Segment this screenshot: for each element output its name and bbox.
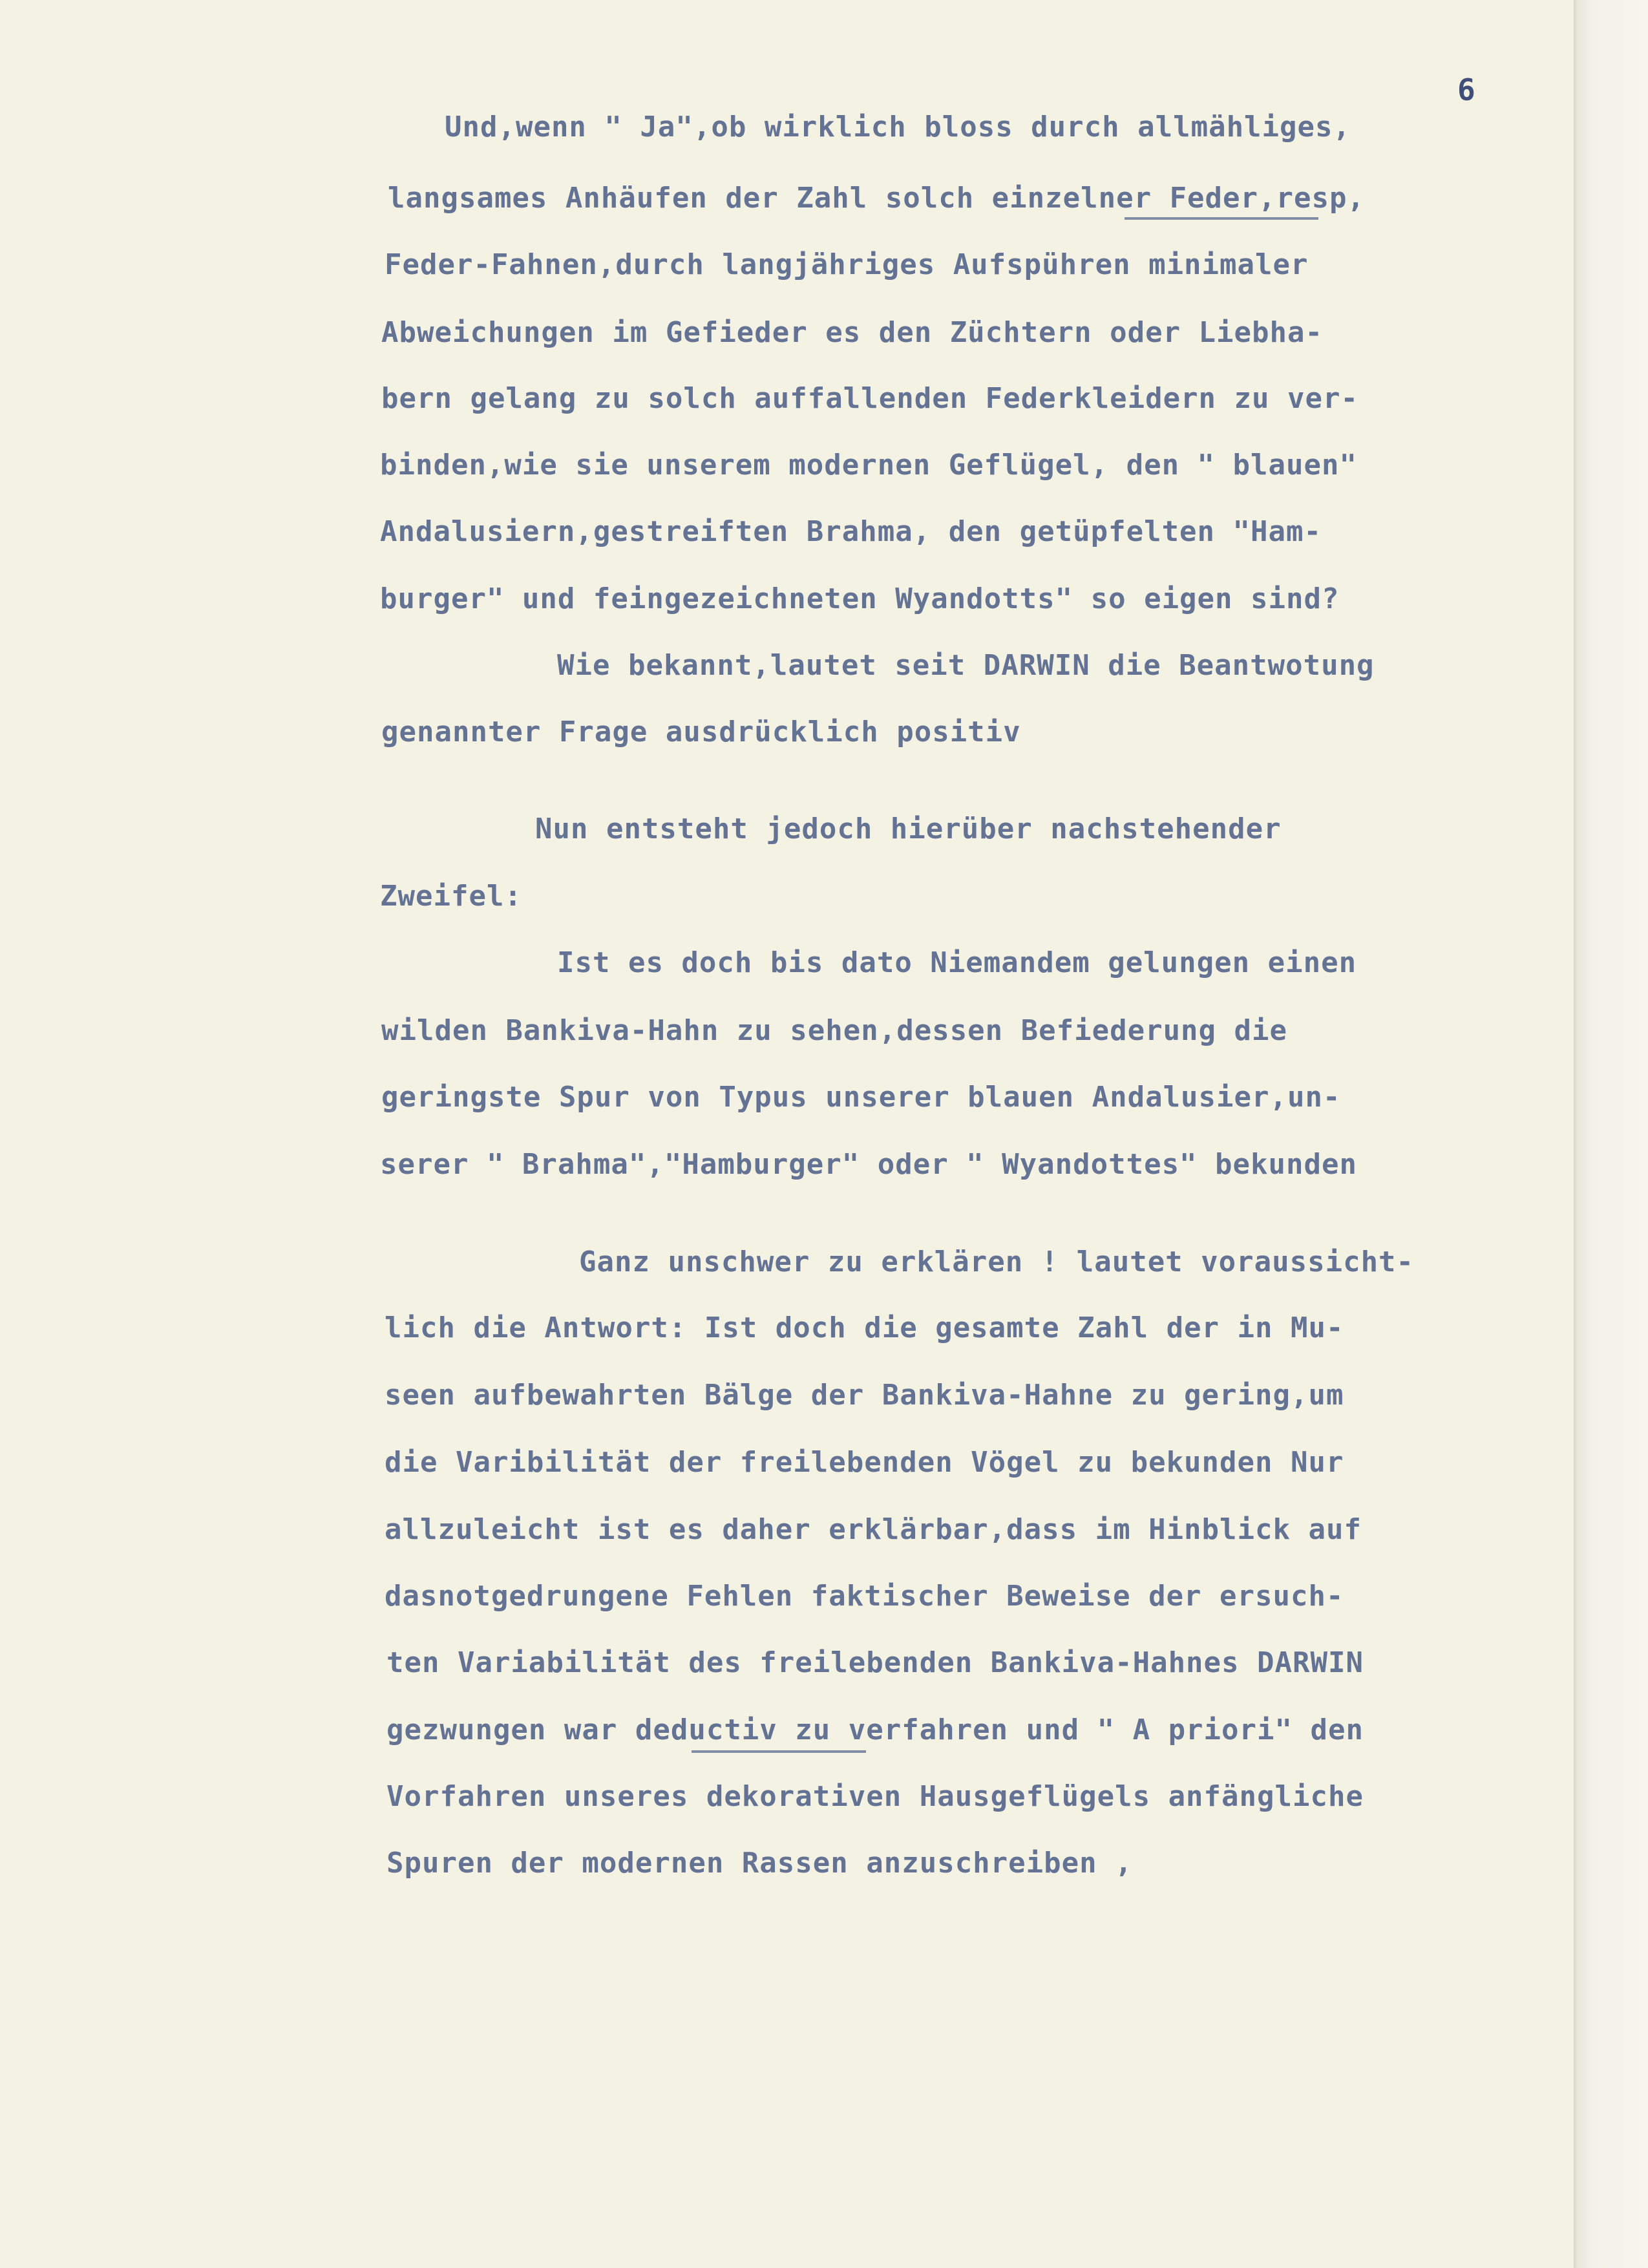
text-line-16: serer " Brahma","Hamburger" oder " Wyandottes" bekunden xyxy=(380,1148,1357,1181)
text-line-22: dasnotgedrungene Fehlen faktischer Beweise der ersuch- xyxy=(385,1580,1344,1613)
text-line-7: Andalusiern,gestreiften Brahma, den getüpfelten "Ham- xyxy=(380,515,1322,548)
text-line-1: Und,wenn " Ja",ob wirklich bloss durch allmähliges, xyxy=(445,111,1351,143)
paper-edge-shadow xyxy=(1574,0,1648,2268)
text-line-9: Wie bekannt,lautet seit DARWIN die Beantwotung xyxy=(557,649,1375,682)
text-line-23: ten Variabilität des freilebenden Bankiva-Hahnes DARWIN xyxy=(386,1646,1364,1679)
text-line-3: Feder-Fahnen,durch langjähriges Aufspühren minimaler xyxy=(385,248,1309,281)
text-line-19: seen aufbewahrten Bälge der Bankiva-Hahne zu gering,um xyxy=(385,1379,1344,1412)
text-line-14: wilden Bankiva-Hahn zu sehen,dessen Befiederung die xyxy=(381,1014,1288,1047)
text-line-10: genannter Frage ausdrücklich positiv xyxy=(381,715,1021,748)
text-line-18: lich die Antwort: Ist doch die gesamte Zahl der in Mu- xyxy=(385,1311,1344,1344)
text-line-6: binden,wie sie unserem modernen Geflügel, den " blauen" xyxy=(380,449,1357,482)
page-number: 6 xyxy=(1457,72,1475,107)
text-line-5: bern gelang zu solch auffallenden Federkleidern zu ver- xyxy=(381,382,1358,415)
text-line-13: Ist es doch bis dato Niemandem gelungen einen xyxy=(557,946,1357,979)
text-line-21: allzuleicht ist es daher erklärbar,dass im Hinblick auf xyxy=(385,1513,1362,1546)
text-line-25: Vorfahren unseres dekorativen Hausgeflügels anfängliche xyxy=(386,1780,1364,1813)
text-line-4: Abweichungen im Gefieder es den Züchtern oder Liebha- xyxy=(381,316,1323,349)
text-line-12: Zweifel: xyxy=(380,880,522,913)
text-line-26: Spuren der modernen Rassen anzuschreiben , xyxy=(386,1847,1133,1880)
text-line-17: Ganz unschwer zu erklären ! lautet voraussicht- xyxy=(579,1245,1415,1278)
text-line-11: Nun entsteht jedoch hierüber nachstehender xyxy=(535,812,1282,845)
underline-einzelner xyxy=(1125,217,1318,220)
text-line-15: geringste Spur von Typus unserer blauen Andalusier,un- xyxy=(381,1081,1341,1114)
text-line-2: langsames Anhäufen der Zahl solch einzelner Feder,resp, xyxy=(388,182,1365,215)
text-line-8: burger" und feingezeichneten Wyandotts" so eigen sind? xyxy=(380,582,1340,615)
text-line-24: gezwungen war deductiv zu verfahren und " A priori" den xyxy=(386,1713,1364,1746)
underline-deductiv xyxy=(692,1750,866,1753)
text-line-20: die Varibilität der freilebenden Vögel zu bekunden Nur xyxy=(385,1446,1344,1479)
